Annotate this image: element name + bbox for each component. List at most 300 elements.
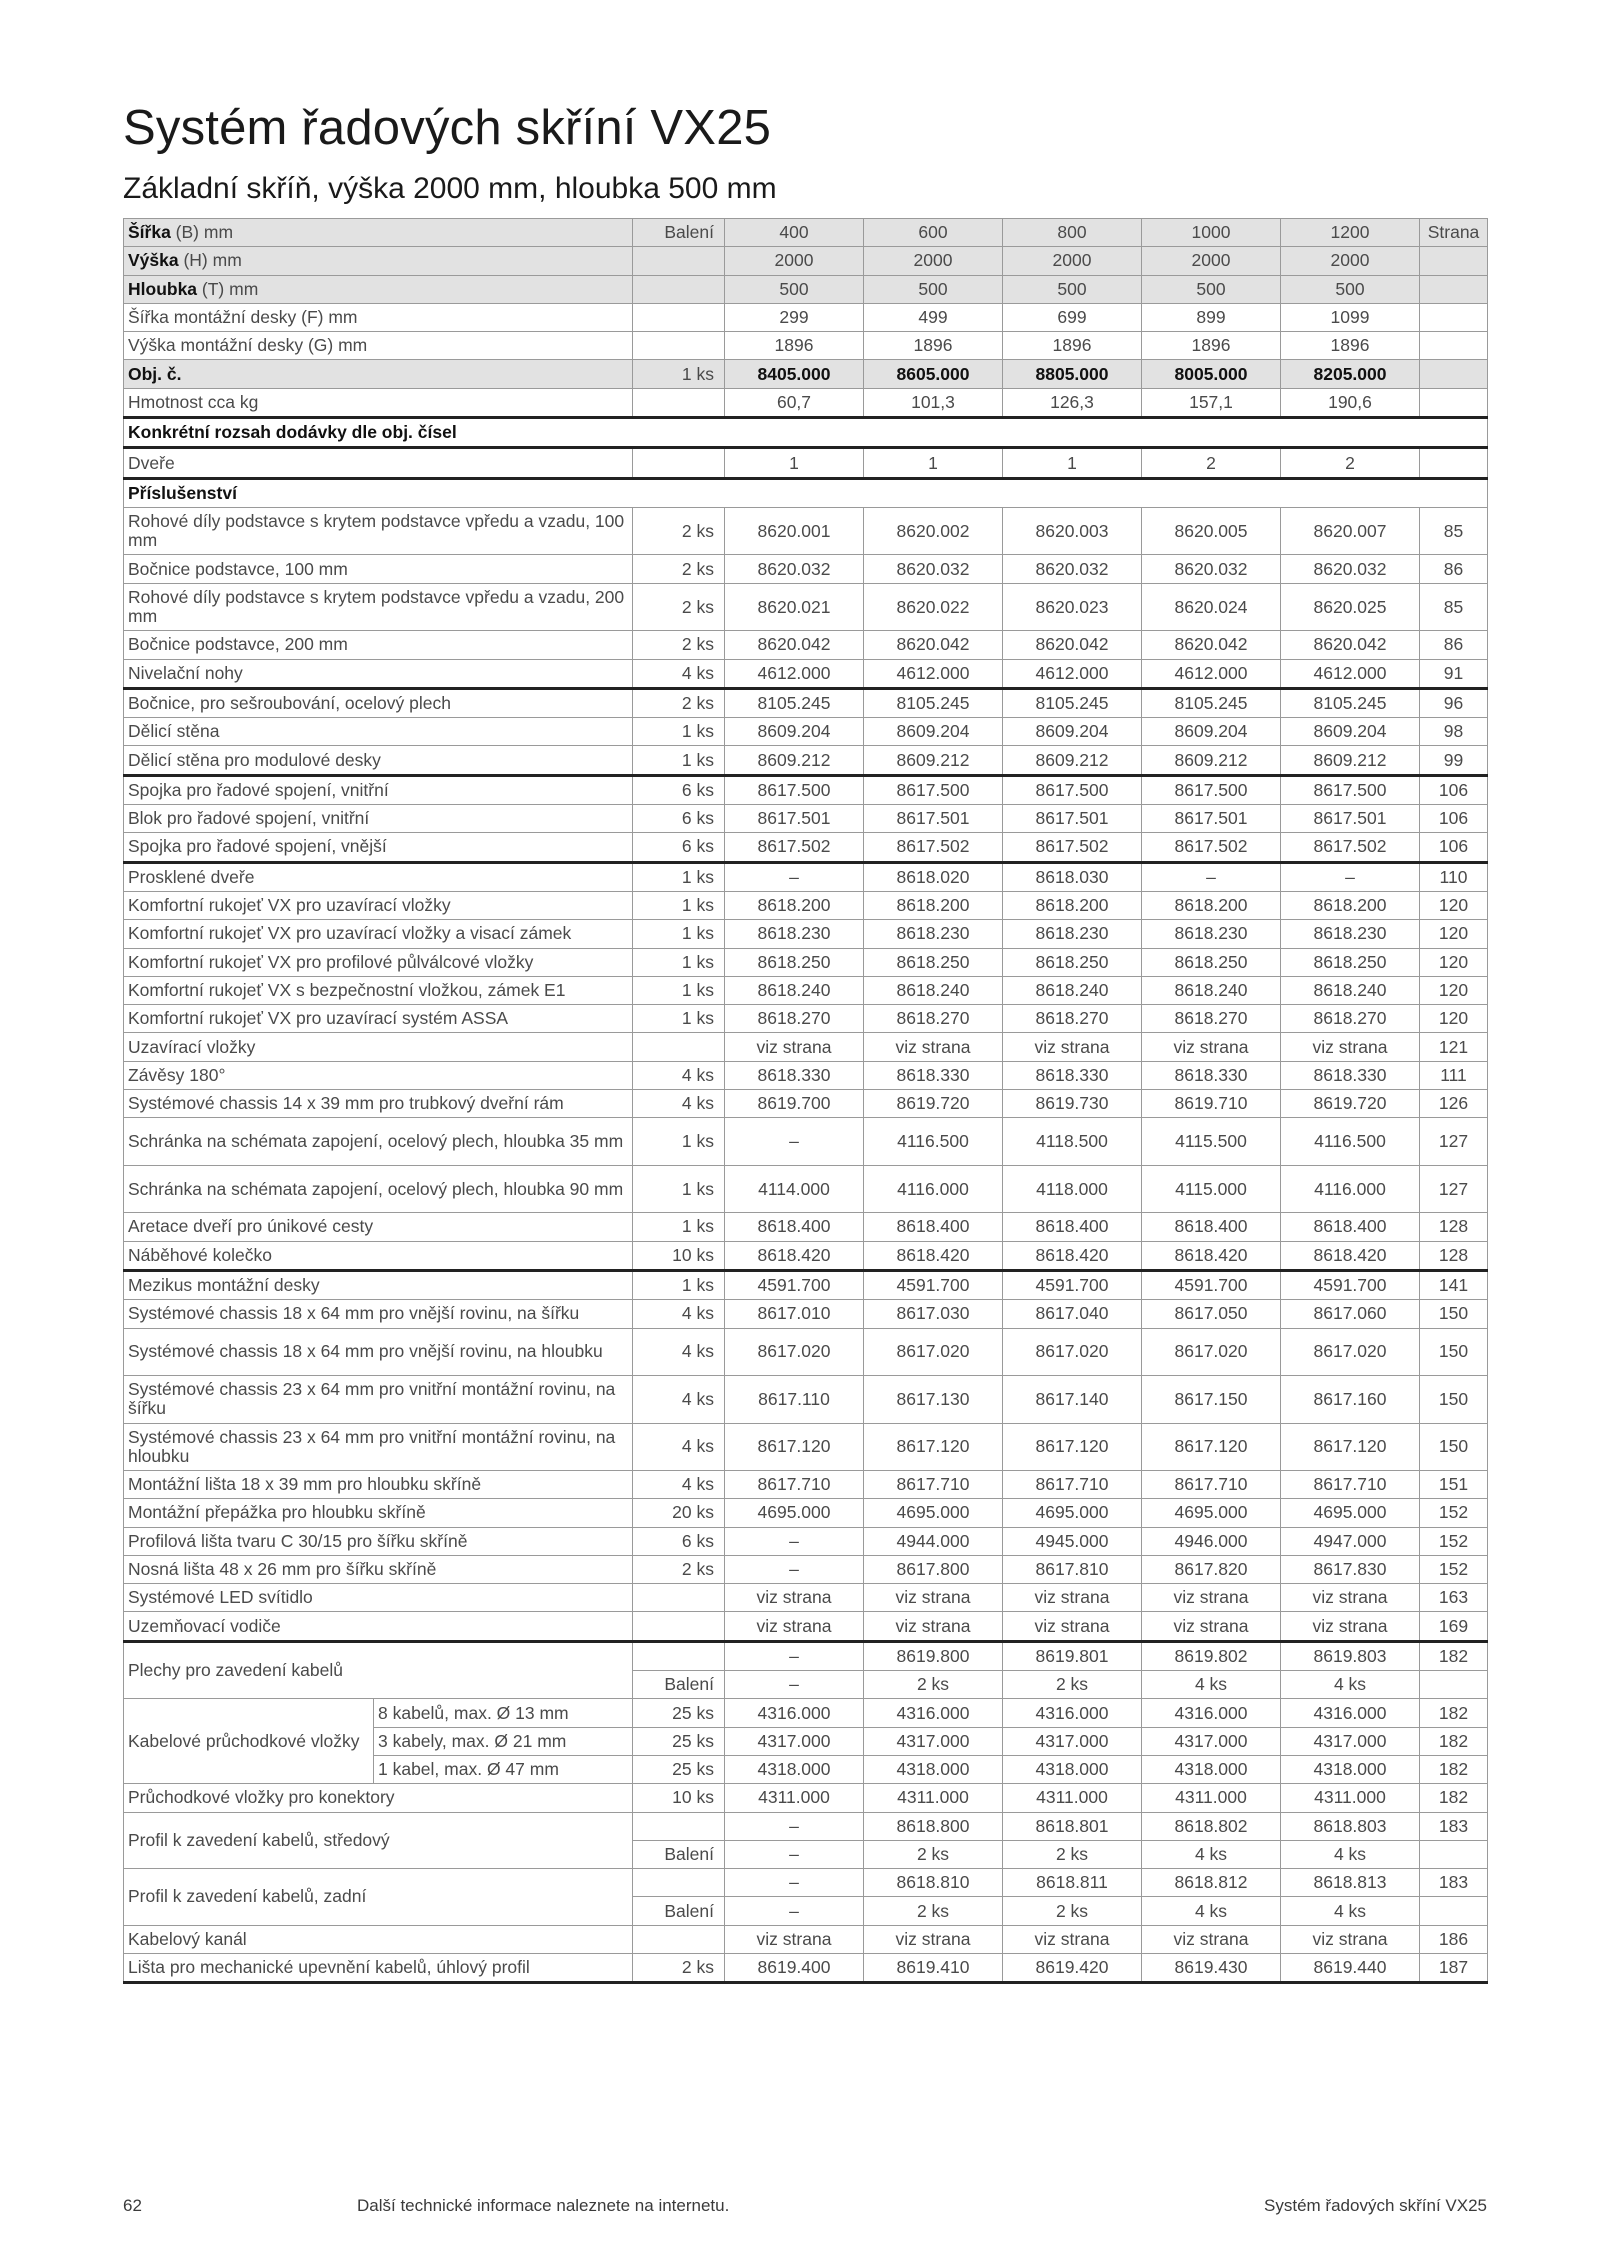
value-cell: 8620.042 (1281, 631, 1420, 659)
spec-label-bold: Šířka (128, 222, 171, 243)
section-heading: Konkrétní rozsah dodávky dle obj. čísel (124, 418, 1488, 448)
spec-label-rest: (T) mm (197, 278, 259, 299)
pack-cell: 2 ks (633, 688, 725, 717)
table-row (124, 332, 1488, 360)
value-cell: 4944.000 (864, 1527, 1003, 1555)
value-cell: 8618.400 (864, 1213, 1003, 1241)
value-cell: 8618.250 (1142, 948, 1281, 976)
value-cell: 4591.700 (1281, 1270, 1420, 1299)
value-cell: 2000 (1281, 247, 1420, 275)
pack-cell: 1 ks (633, 360, 725, 388)
value-cell: 8617.710 (1003, 1471, 1142, 1499)
value-cell: 8619.802 (1142, 1641, 1281, 1670)
row-label: Systémové chassis 23 x 64 mm pro vnitřní montážní rovinu, na šířku (124, 1376, 633, 1424)
value-cell: 4 ks (1142, 1897, 1281, 1925)
pack-cell: 25 ks (633, 1755, 725, 1783)
row-label: Komfortní rukojeť VX pro uzavírací vložky (124, 891, 633, 919)
page-cell: 183 (1420, 1812, 1488, 1840)
value-cell: 8619.700 (725, 1090, 864, 1118)
value-cell: 4318.000 (1003, 1755, 1142, 1783)
value-cell: 8617.500 (1003, 775, 1142, 804)
row-label: Mezikus montážní desky (124, 1270, 633, 1299)
table-row (124, 1869, 1488, 1897)
value-cell: 8617.501 (864, 805, 1003, 833)
value-cell: 8617.820 (1142, 1555, 1281, 1583)
pack-cell: 4 ks (633, 1090, 725, 1118)
row-label: Kabelové průchodkové vložky (124, 1699, 374, 1784)
page-cell: 182 (1420, 1727, 1488, 1755)
value-cell: 4695.000 (1142, 1499, 1281, 1527)
spec-label-bold: Výška (128, 250, 179, 271)
value-cell: 8617.160 (1281, 1376, 1420, 1424)
value-cell: 8618.250 (725, 948, 864, 976)
value-cell: 8619.720 (1281, 1090, 1420, 1118)
table-row (124, 1213, 1488, 1241)
table-row (124, 1584, 1488, 1612)
value-cell: – (725, 1897, 864, 1925)
page-cell: 182 (1420, 1699, 1488, 1727)
value-cell: 4311.000 (1142, 1784, 1281, 1812)
pack-cell: 6 ks (633, 833, 725, 862)
value-cell: 8617.501 (1003, 805, 1142, 833)
value-cell: 8619.440 (1281, 1954, 1420, 1983)
table-row (124, 507, 1488, 555)
spec-label-rest: (H) mm (178, 250, 242, 271)
value-cell: 4317.000 (864, 1727, 1003, 1755)
value-cell: 8617.501 (1281, 805, 1420, 833)
pack-cell: 25 ks (633, 1727, 725, 1755)
value-cell: 1 (864, 448, 1003, 478)
value-cell: 8618.802 (1142, 1812, 1281, 1840)
row-label: Nosná lišta 48 x 26 mm pro šířku skříně (124, 1555, 633, 1583)
table-row (124, 1241, 1488, 1270)
value-cell: 8617.110 (725, 1376, 864, 1424)
table-row (124, 1270, 1488, 1299)
value-cell: 4316.000 (864, 1699, 1003, 1727)
value-cell: 8619.400 (725, 1954, 864, 1983)
page-cell: 152 (1420, 1555, 1488, 1583)
value-cell: 8618.400 (1142, 1213, 1281, 1241)
pack-cell (633, 303, 725, 331)
table-row (124, 418, 1488, 448)
table-row (124, 448, 1488, 478)
value-cell: 8205.000 (1281, 360, 1420, 388)
value-cell: 8620.025 (1281, 583, 1420, 631)
value-cell: 8620.022 (864, 583, 1003, 631)
pack-cell: 1 ks (633, 891, 725, 919)
pack-cell: 1 ks (633, 1118, 725, 1166)
value-cell: 8617.150 (1142, 1376, 1281, 1424)
value-cell: 8617.502 (1003, 833, 1142, 862)
value-cell: 2 (1281, 448, 1420, 478)
pack-cell: 4 ks (633, 1376, 725, 1424)
value-cell: 8618.240 (1142, 976, 1281, 1004)
row-label: Plechy pro zavedení kabelů (124, 1641, 633, 1699)
value-cell: 8618.420 (864, 1241, 1003, 1270)
pack-cell: 6 ks (633, 805, 725, 833)
page-cell: 127 (1420, 1118, 1488, 1166)
table-row (124, 388, 1488, 417)
value-cell: 8617.120 (725, 1423, 864, 1471)
value-cell: – (725, 862, 864, 891)
page-cell: 121 (1420, 1033, 1488, 1061)
value-cell: 8105.245 (864, 688, 1003, 717)
value-cell: 4946.000 (1142, 1527, 1281, 1555)
page-cell: 182 (1420, 1755, 1488, 1783)
table-row (124, 1555, 1488, 1583)
page-cell: 85 (1420, 583, 1488, 631)
value-cell: 8105.245 (725, 688, 864, 717)
value-cell: 8619.800 (864, 1641, 1003, 1670)
pack-cell: Balení (633, 1671, 725, 1699)
pack-cell: 4 ks (633, 659, 725, 688)
page-cell: 110 (1420, 862, 1488, 891)
footer-note: Další technické informace naleznete na internetu. (357, 2196, 730, 2215)
value-cell: 8617.120 (864, 1423, 1003, 1471)
table-row (124, 833, 1488, 862)
value-cell: 8618.200 (1142, 891, 1281, 919)
value-cell: 4317.000 (725, 1727, 864, 1755)
value-cell: 4612.000 (1003, 659, 1142, 688)
value-cell: 8605.000 (864, 360, 1003, 388)
row-label: Systémové LED svítidlo (124, 1584, 633, 1612)
pack-cell: Balení (633, 1897, 725, 1925)
product-table (123, 218, 1488, 1984)
value-cell: 8618.200 (725, 891, 864, 919)
value-cell: 2000 (1142, 247, 1281, 275)
value-cell: 4695.000 (1003, 1499, 1142, 1527)
value-cell: 8618.250 (1003, 948, 1142, 976)
table-row (124, 1527, 1488, 1555)
value-cell: viz strana (725, 1612, 864, 1641)
row-label: Dveře (124, 448, 633, 478)
value-cell: 4116.500 (1281, 1118, 1420, 1166)
page-subtitle: Základní skříň, výška 2000 mm, hloubka 500 mm (123, 172, 777, 205)
value-cell: 8617.120 (1281, 1423, 1420, 1471)
row-label: Schránka na schémata zapojení, ocelový plech, hloubka 35 mm (124, 1118, 633, 1166)
pack-cell: 2 ks (633, 583, 725, 631)
row-label: Náběhové kolečko (124, 1241, 633, 1270)
value-cell: 8620.042 (725, 631, 864, 659)
value-cell: 8618.200 (1281, 891, 1420, 919)
value-cell: 8618.270 (1003, 1005, 1142, 1033)
row-label: Lišta pro mechanické upevnění kabelů, úhlový profil (124, 1954, 633, 1983)
value-cell: 4591.700 (1142, 1270, 1281, 1299)
value-cell: 500 (864, 275, 1003, 303)
value-cell: 8618.230 (1281, 920, 1420, 948)
value-cell: 8620.001 (725, 507, 864, 555)
row-label: Bočnice podstavce, 200 mm (124, 631, 633, 659)
value-cell: 8609.204 (1142, 718, 1281, 746)
value-cell: 8617.502 (725, 833, 864, 862)
pack-cell: 1 ks (633, 746, 725, 775)
table-row (124, 1328, 1488, 1376)
page-cell: 120 (1420, 920, 1488, 948)
page-cell: 86 (1420, 555, 1488, 583)
page-cell: 91 (1420, 659, 1488, 688)
value-cell: 500 (1281, 275, 1420, 303)
table-row (124, 746, 1488, 775)
row-label: Závěsy 180° (124, 1061, 633, 1089)
value-cell: 8617.040 (1003, 1300, 1142, 1328)
value-cell: – (725, 1671, 864, 1699)
value-cell: 8617.810 (1003, 1555, 1142, 1583)
page-cell: 85 (1420, 507, 1488, 555)
value-cell: 600 (864, 219, 1003, 247)
page-cell: 150 (1420, 1328, 1488, 1376)
value-cell: viz strana (1281, 1925, 1420, 1953)
value-cell: 499 (864, 303, 1003, 331)
value-cell: 4316.000 (1003, 1699, 1142, 1727)
pack-cell (633, 448, 725, 478)
page-cell: 182 (1420, 1641, 1488, 1670)
value-cell: viz strana (1281, 1612, 1420, 1641)
value-cell: 4114.000 (725, 1165, 864, 1213)
row-label: Komfortní rukojeť VX pro profilové půlválcové vložky (124, 948, 633, 976)
pack-cell: 4 ks (633, 1471, 725, 1499)
pack-cell: 2 ks (633, 1954, 725, 1983)
page-cell: 163 (1420, 1584, 1488, 1612)
value-cell: 8617.502 (1142, 833, 1281, 862)
spec-label (124, 219, 633, 247)
value-cell: 101,3 (864, 388, 1003, 417)
footer-title: Systém řadových skříní VX25 (1264, 2196, 1487, 2215)
value-cell: 8618.330 (864, 1061, 1003, 1089)
value-cell: 4311.000 (725, 1784, 864, 1812)
page-cell (1420, 360, 1488, 388)
table-row (124, 303, 1488, 331)
value-cell: 4316.000 (1142, 1699, 1281, 1727)
page-number: 62 (123, 2196, 142, 2215)
value-cell: 8618.270 (864, 1005, 1003, 1033)
value-cell: 8617.020 (725, 1328, 864, 1376)
pack-cell: 6 ks (633, 1527, 725, 1555)
pack-cell: 2 ks (633, 1555, 725, 1583)
row-label: Uzemňovací vodiče (124, 1612, 633, 1641)
value-cell: viz strana (725, 1925, 864, 1953)
spec-label (124, 332, 633, 360)
value-cell: 8620.021 (725, 583, 864, 631)
row-label: Schránka na schémata zapojení, ocelový plech, hloubka 90 mm (124, 1165, 633, 1213)
value-cell: 8405.000 (725, 360, 864, 388)
value-cell: 8618.400 (1281, 1213, 1420, 1241)
value-cell: 4116.000 (864, 1165, 1003, 1213)
value-cell: viz strana (1003, 1584, 1142, 1612)
value-cell: 1 (725, 448, 864, 478)
page-cell (1420, 1840, 1488, 1868)
pack-cell: 10 ks (633, 1784, 725, 1812)
value-cell: 8619.803 (1281, 1641, 1420, 1670)
value-cell: 8619.801 (1003, 1641, 1142, 1670)
value-cell: 4945.000 (1003, 1527, 1142, 1555)
page-cell: 150 (1420, 1376, 1488, 1424)
value-cell: 8620.024 (1142, 583, 1281, 631)
value-cell: 8005.000 (1142, 360, 1281, 388)
value-cell: 4 ks (1281, 1897, 1420, 1925)
pack-cell (633, 1812, 725, 1840)
row-label: Systémové chassis 18 x 64 mm pro vnější rovinu, na hloubku (124, 1328, 633, 1376)
value-cell: 4695.000 (864, 1499, 1003, 1527)
page-cell: 183 (1420, 1869, 1488, 1897)
page-cell (1420, 332, 1488, 360)
spec-label-bold: Hloubka (128, 278, 198, 299)
page-cell: 169 (1420, 1612, 1488, 1641)
value-cell: 4316.000 (725, 1699, 864, 1727)
value-cell: – (725, 1527, 864, 1555)
row-label: Rohové díly podstavce s krytem podstavce vpředu a vzadu, 200 mm (124, 583, 633, 631)
value-cell: 8617.500 (1142, 775, 1281, 804)
value-cell: 4612.000 (725, 659, 864, 688)
table-row (124, 631, 1488, 659)
value-cell: viz strana (1142, 1612, 1281, 1641)
value-cell: 8617.710 (1142, 1471, 1281, 1499)
page-cell: 106 (1420, 805, 1488, 833)
page-cell: 99 (1420, 746, 1488, 775)
value-cell: 4311.000 (1003, 1784, 1142, 1812)
table-row (124, 583, 1488, 631)
pack-cell (633, 388, 725, 417)
page-cell: 126 (1420, 1090, 1488, 1118)
value-cell: 4612.000 (864, 659, 1003, 688)
pack-cell (633, 1584, 725, 1612)
value-cell: 8618.330 (1281, 1061, 1420, 1089)
value-cell: 4115.000 (1142, 1165, 1281, 1213)
value-cell: 8609.212 (1281, 746, 1420, 775)
value-cell: 4118.000 (1003, 1165, 1142, 1213)
value-cell: 8620.042 (1142, 631, 1281, 659)
table-row (124, 1954, 1488, 1983)
value-cell: 8618.250 (864, 948, 1003, 976)
spec-label-rest: Výška montážní desky (G) mm (128, 335, 368, 356)
value-cell: 8618.230 (1142, 920, 1281, 948)
value-cell: 2 ks (864, 1840, 1003, 1868)
value-cell: 8609.204 (864, 718, 1003, 746)
value-cell: 4612.000 (1142, 659, 1281, 688)
row-label: Průchodkové vložky pro konektory (124, 1784, 633, 1812)
value-cell: 2 ks (1003, 1897, 1142, 1925)
page-cell: 96 (1420, 688, 1488, 717)
page-cell: 98 (1420, 718, 1488, 746)
row-label: Bočnice podstavce, 100 mm (124, 555, 633, 583)
table-row (124, 1118, 1488, 1166)
spec-label (124, 275, 633, 303)
value-cell: 8618.330 (725, 1061, 864, 1089)
value-cell: – (725, 1555, 864, 1583)
value-cell: viz strana (1142, 1584, 1281, 1612)
value-cell: 899 (1142, 303, 1281, 331)
table-row (124, 1376, 1488, 1424)
pack-cell: 6 ks (633, 775, 725, 804)
row-label: Systémové chassis 18 x 64 mm pro vnější rovinu, na šířku (124, 1300, 633, 1328)
value-cell: – (1281, 862, 1420, 891)
value-cell: 8617.710 (725, 1471, 864, 1499)
value-cell: 4317.000 (1281, 1727, 1420, 1755)
value-cell: 8620.032 (1142, 555, 1281, 583)
value-cell: 4591.700 (864, 1270, 1003, 1299)
value-cell: 8617.020 (864, 1328, 1003, 1376)
value-cell: 8618.240 (864, 976, 1003, 1004)
page-cell: 150 (1420, 1423, 1488, 1471)
value-cell: 299 (725, 303, 864, 331)
value-cell: 4 ks (1281, 1840, 1420, 1868)
value-cell: 4612.000 (1281, 659, 1420, 688)
sub-label: 1 kabel, max. Ø 47 mm (374, 1755, 633, 1783)
value-cell: 8620.003 (1003, 507, 1142, 555)
table-row (124, 659, 1488, 688)
pack-cell (633, 1612, 725, 1641)
value-cell: 4116.500 (864, 1118, 1003, 1166)
value-cell: 4318.000 (864, 1755, 1003, 1783)
value-cell: 8617.830 (1281, 1555, 1420, 1583)
page-cell: 182 (1420, 1784, 1488, 1812)
value-cell: 4 ks (1142, 1840, 1281, 1868)
table-row (124, 1699, 1488, 1727)
table-row (124, 1784, 1488, 1812)
pack-cell: 4 ks (633, 1061, 725, 1089)
value-cell: 8618.811 (1003, 1869, 1142, 1897)
pack-cell: 2 ks (633, 555, 725, 583)
value-cell: 8618.270 (1142, 1005, 1281, 1033)
page-cell (1420, 388, 1488, 417)
value-cell: 8618.200 (1003, 891, 1142, 919)
table-row (124, 948, 1488, 976)
page-cell: 187 (1420, 1954, 1488, 1983)
page-cell (1420, 303, 1488, 331)
value-cell: 8609.212 (1003, 746, 1142, 775)
page-cell: 106 (1420, 775, 1488, 804)
spec-label-rest: Hmotnost cca kg (128, 391, 259, 412)
pack-cell: 1 ks (633, 1270, 725, 1299)
row-label: Prosklené dveře (124, 862, 633, 891)
value-cell: 8618.420 (725, 1241, 864, 1270)
value-cell: viz strana (725, 1584, 864, 1612)
value-cell: 8619.410 (864, 1954, 1003, 1983)
row-label: Uzavírací vložky (124, 1033, 633, 1061)
value-cell: viz strana (1281, 1584, 1420, 1612)
row-label: Dělicí stěna (124, 718, 633, 746)
table-row (124, 360, 1488, 388)
value-cell: 8617.120 (1003, 1423, 1142, 1471)
value-cell: 1896 (1003, 332, 1142, 360)
value-cell: viz strana (1003, 1033, 1142, 1061)
value-cell: 8617.500 (864, 775, 1003, 804)
pack-cell (633, 1033, 725, 1061)
value-cell: 8617.030 (864, 1300, 1003, 1328)
value-cell: 8617.020 (1281, 1328, 1420, 1376)
pack-cell: 1 ks (633, 920, 725, 948)
value-cell: 8617.502 (864, 833, 1003, 862)
value-cell: 4591.700 (725, 1270, 864, 1299)
table-row (124, 688, 1488, 717)
value-cell: 4115.500 (1142, 1118, 1281, 1166)
spec-label (124, 303, 633, 331)
page-cell: 141 (1420, 1270, 1488, 1299)
value-cell: 8618.420 (1142, 1241, 1281, 1270)
table-row (124, 976, 1488, 1004)
pack-cell: 1 ks (633, 862, 725, 891)
row-label: Profil k zavedení kabelů, středový (124, 1812, 633, 1869)
value-cell: 8618.230 (864, 920, 1003, 948)
value-cell: 4311.000 (1281, 1784, 1420, 1812)
value-cell: 500 (1003, 275, 1142, 303)
value-cell: 8620.023 (1003, 583, 1142, 631)
value-cell: 8618.240 (725, 976, 864, 1004)
table-row (124, 1423, 1488, 1471)
pack-cell: 4 ks (633, 1328, 725, 1376)
table-row (124, 891, 1488, 919)
value-cell: 4316.000 (1281, 1699, 1420, 1727)
value-cell: 2000 (725, 247, 864, 275)
